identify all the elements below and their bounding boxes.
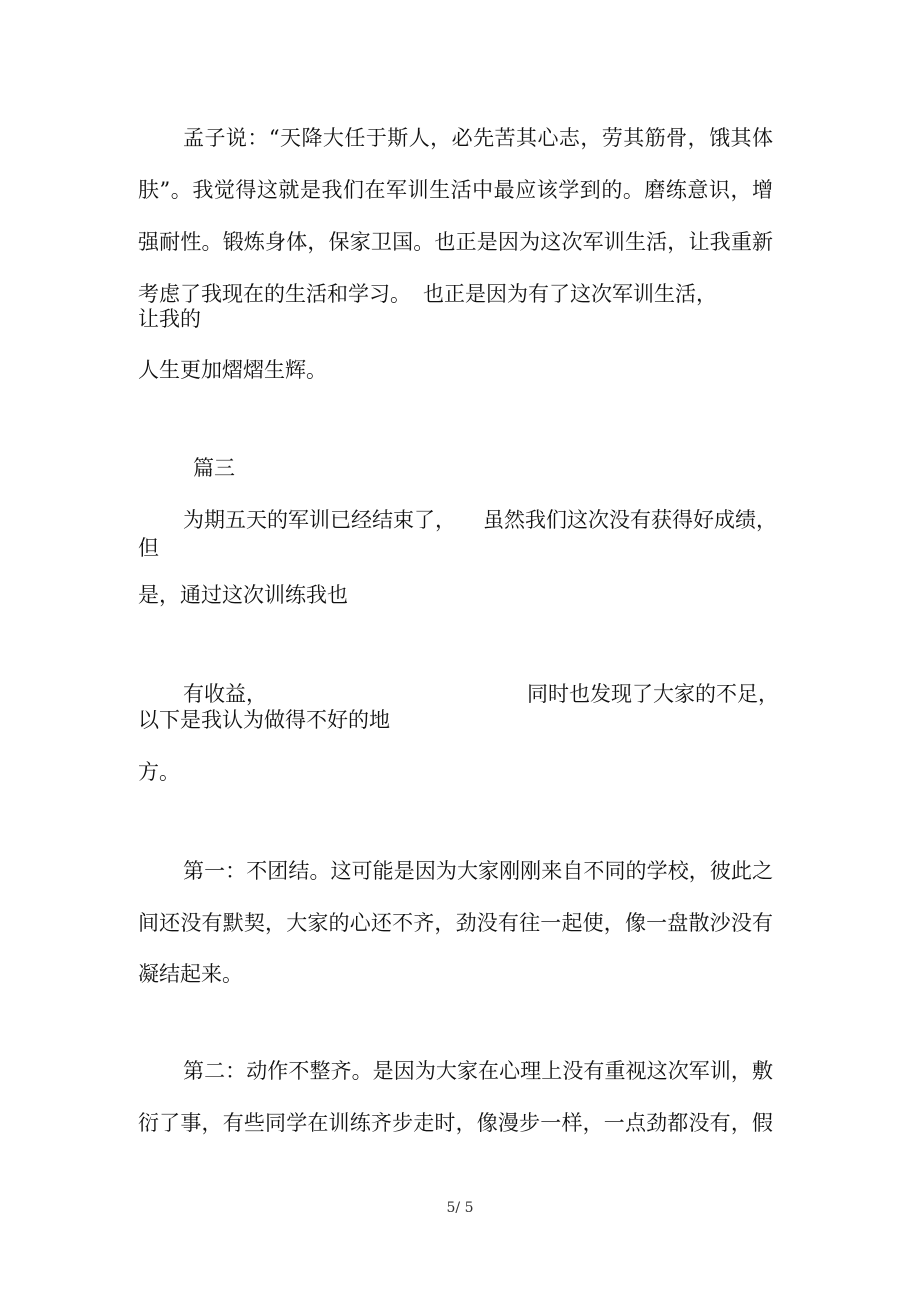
paragraph-5-line-1: 第二：动作不整齐。是因为大家在心理上没有重视这次军训，敷 xyxy=(183,1059,773,1083)
paragraph-2-line-1a: 为期五天的军训已经结束了， xyxy=(183,508,456,532)
paragraph-1-line-6: 人生更加熠熠生辉。 xyxy=(138,358,327,382)
paragraph-4-line-2: 间还没有默契，大家的心还不齐，劲没有往一起使，像一盘散沙没有 xyxy=(138,911,773,935)
paragraph-1-line-5: 让我的 xyxy=(138,307,201,331)
paragraph-4-line-1: 第一：不团结。这可能是因为大家刚刚来自不同的学校，彼此之 xyxy=(183,859,773,883)
paragraph-1-line-3: 强耐性。锻炼身体，保家卫国。也正是因为这次军训生活，让我重新 xyxy=(138,230,773,254)
paragraph-1-line-1: 孟子说：“天降大任于斯人，必先苦其心志，劳其筋骨，饿其体 xyxy=(183,126,773,150)
paragraph-4-line-3: 凝结起来。 xyxy=(138,962,243,986)
paragraph-1-line-4a: 考虑了我现在的生活和学习。 xyxy=(138,282,411,306)
paragraph-5-line-2: 衍了事，有些同学在训练齐步走时，像漫步一样，一点劲都没有，假 xyxy=(138,1111,773,1135)
paragraph-3-line-1b: 同时也发现了大家的不足， xyxy=(527,682,779,706)
paragraph-3-line-2: 以下是我认为做得不好的地 xyxy=(138,708,390,732)
paragraph-3-line-3: 方。 xyxy=(138,760,180,784)
page-number: 5/ 5 xyxy=(446,1200,474,1216)
paragraph-1-line-4b: 也正是因为有了这次军训生活， xyxy=(423,282,717,306)
paragraph-2-line-3: 是，通过这次训练我也 xyxy=(138,583,348,607)
paragraph-2-line-1b: 虽然我们这次没有获得好成绩， xyxy=(483,508,777,532)
section-heading: 篇三 xyxy=(193,456,235,480)
paragraph-2-line-2: 但 xyxy=(138,536,159,560)
paragraph-1-line-2: 肤”。我觉得这就是我们在军训生活中最应该学到的。磨练意识，增 xyxy=(138,178,773,202)
paragraph-3-line-1a: 有收益， xyxy=(183,682,267,706)
